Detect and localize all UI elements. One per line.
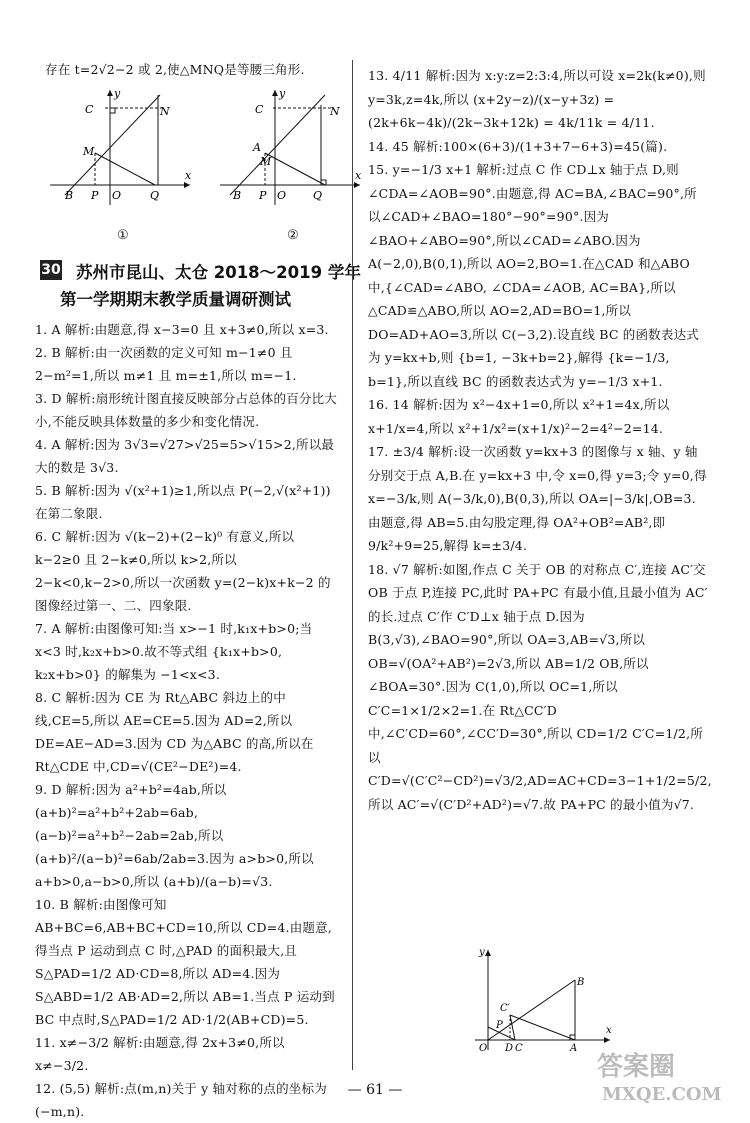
svg-text:A: A (570, 1043, 578, 1054)
section-title-line2: 第一学期期末教学质量调研测试 (60, 290, 291, 309)
answer-item: 7. A 解析:由图像可知:当 x>−1 时,k₁x+b>0;当 x<3 时,k₂x+b>0.故不等式组 {k₁x+b>0, k₂x+b>0} 的解集为 −1<x<3. (35, 621, 313, 682)
figure-1 (45, 85, 195, 210)
svg-text:y: y (114, 87, 121, 100)
svg-text:C: C (255, 103, 264, 116)
answer-item: 5. B 解析:因为 √(x²+1)≥1,所以点 P(−2,√(x²+1))在第二象限. (35, 483, 331, 521)
answer-item: 13. 4/11 解析:因为 x:y:z=2:3:4,所以可设 x=2k(k≠0),则 y=3k,z=4k,所以 (x+2y−z)/(x−y+3z) = (2k+6k−4k)/(2k−3k+12k) = 4k/11k = 4/11. (368, 68, 706, 130)
figure-1-caption: ① (117, 228, 129, 243)
answer-item: 4. A 解析:因为 3√3=√27>√25=5>√15>2,所以最大的数是 3√3. (35, 437, 335, 475)
left-items (35, 318, 340, 1123)
svg-text:N: N (330, 105, 340, 118)
answer-item: 18. √7 解析:如图,作点 C 关于 OB 的对称点 C′,连接 AC′交 OB 于点 P,连接 PC,此时 PA+PC 有最小值,且最小值为 AC′的长.过点 C′作 C′D⊥x 轴于点 D.因为 B(3,√3),∠BAO=90°,所以 OA=3,AB=√3,所以 OB=√(OA²+AB²)=2√3,所以 AB=1/2 OB,所以∠BOA=30°.因为 C(1,0),所以 OC=1,所以 C′C=1×1/2×2=1.在 Rt△CC′D 中,∠C′CD=60°,∠CC′D=30°,所以 CD=1/2 C′C=1/2,所以 C′D=√(C′C²−CD²)=√3/2,AD=AC+CD=3−1+1/2=5/2,所以 AC′=√(C′D²+AD²)=√7.故 PA+PC 的最小值为√7. (368, 561, 712, 812)
answer-item: 6. C 解析:因为 √(k−2)+(2−k)⁰ 有意义,所以 k−2≥0 且 2−k≠0,所以 k>2,所以 2−k<0,k−2>0,所以一次函数 y=(2−k)x+k−2 的图像经过第一、二、四象限. (35, 529, 331, 613)
answer-item: 16. 14 解析:因为 x²−4x+1=0,所以 x²+1=4x,所以 x+1/x=4,所以 x²+1/x²=(x+1/x)²−2=4²−2=14. (368, 397, 670, 436)
section-title-line1: 苏州市昆山、太仓 2018～2019 学年 (76, 263, 361, 282)
svg-text:P: P (259, 189, 267, 202)
svg-text:MXQE.COM: MXQE.COM (602, 1084, 722, 1105)
answer-item: 12. (5,5) 解析:点(m,n)关于 y 轴对称的点的坐标为(−m,n). (35, 1081, 327, 1119)
svg-text:O: O (479, 1043, 488, 1054)
svg-text:N: N (160, 105, 170, 118)
figure-2 (215, 85, 365, 210)
column-divider (352, 60, 353, 1070)
svg-text:O: O (112, 189, 122, 202)
svg-text:y: y (279, 87, 286, 100)
svg-text:x: x (355, 169, 362, 182)
answer-item: 10. B 解析:由图像可知 AB+BC=6,AB+BC+CD=10,所以 CD=4.由题意,得当点 P 运动到点 C 时,△PAD 的面积最大,且 S△PAD=1/2 AD·CD=8,所以 AD=4.因为 S△ABD=1/2 AB·AD=2,所以 AB=1.当点 P 运动到 BC 中点时,S△PAD=1/2 AD·1/2(AB+CD)=5. (35, 897, 335, 1027)
svg-text:Q: Q (313, 189, 323, 202)
page-number: — 61 — (347, 1082, 403, 1098)
figure-2-caption: ② (287, 228, 299, 243)
right-items (368, 64, 712, 816)
svg-text:C′: C′ (500, 1003, 510, 1014)
answer-item: 2. B 解析:由一次函数的定义可知 m−1≠0 且 2−m²=1,所以 m≠1 且 m=±1,所以 m=−1. (35, 345, 297, 383)
svg-text:B: B (577, 977, 585, 988)
svg-text:M: M (260, 155, 272, 168)
answer-item: 1. A 解析:由题意,得 x−3=0 且 x+3≠0,所以 x=3. (35, 322, 329, 337)
figure-problem-18 (470, 945, 620, 1055)
answer-item: 17. ±3/4 解析:设一次函数 y=kx+3 的图像与 x 轴、y 轴分别交于点 A,B.在 y=kx+3 中,令 x=0,得 y=3;令 y=0,得 x=−3/k,则 A(−3/k,0),B(0,3),所以 OA=|−3/k|,OB=3.由题意,得 AB=5.由勾股定理,得 OA²+OB²=AB²,即 9/k²+9=25,解得 k=±3/4. (368, 444, 707, 553)
answer-item: 14. 45 解析:100×(6+3)/(1+3+7−6+3)=45(篇). (368, 138, 668, 154)
answer-item: 3. D 解析:扇形统计图直接反映部分占总体的百分比大小,不能反映具体数量的多少和变化情况. (35, 391, 338, 429)
svg-text:B: B (233, 189, 242, 202)
intro-text: 存在 t=2√2−2 或 2,使△MNQ是等腰三角形. (45, 62, 305, 77)
answer-item: 15. y=−1/3 x+1 解析:过点 C 作 CD⊥x 轴于点 D,则∠CDA=∠AOB=90°.由题意,得 AC=BA,∠BAC=90°,所以∠CAD+∠BAO=180°−90°=90°.因为∠BAO+∠ABO=90°,所以∠CAD=∠ABO.因为 A(−2,0),B(0,1),所以 AO=2,BO=1.在△CAD 和△ABO 中,{∠CAD=∠ABO, ∠CDA=∠AOB, AC=BA},所以△CAD≌△ABO,所以 AO=2,AD=BO=1,所以 DO=AD+AO=3,所以 C(−3,2).设直线 BC 的函数表达式为 y=kx+b,则 {b=1, −3k+b=2},解得 {k=−1/3, b=1},所以直线 BC 的函数表达式为 y=−1/3 x+1. (368, 162, 699, 389)
svg-text:A: A (253, 141, 261, 154)
watermark-logo (592, 1045, 732, 1105)
svg-text:B: B (65, 189, 74, 202)
answer-item: 11. x≠−3/2 解析:由题意,得 2x+3≠0,所以 x≠−3/2. (35, 1035, 285, 1073)
svg-text:O: O (277, 189, 287, 202)
svg-text:C: C (85, 103, 94, 116)
svg-text:Q: Q (150, 189, 160, 202)
answer-item: 9. D 解析:因为 a²+b²=4ab,所以(a+b)²=a²+b²+2ab=6ab,(a−b)²=a²+b²−2ab=2ab,所以 (a+b)²/(a−b)²=6ab/2ab=3.因为 a>b>0,所以 a+b>0,a−b>0,所以 (a+b)/(a−b)=√3. (35, 782, 314, 889)
svg-text:P: P (496, 1020, 503, 1031)
svg-text:D: D (505, 1043, 514, 1054)
svg-text:C: C (515, 1043, 523, 1054)
svg-text:答案圈: 答案圈 (597, 1052, 676, 1082)
svg-text:x: x (606, 1025, 612, 1036)
svg-text:y: y (479, 947, 485, 958)
svg-text:M: M (83, 145, 95, 158)
svg-text:x: x (185, 169, 192, 182)
section-number-badge: 30 (41, 262, 61, 278)
answer-item: 8. C 解析:因为 CE 为 Rt△ABC 斜边上的中线,CE=5,所以 AE=CE=5.因为 AD=2,所以 DE=AE−AD=3.因为 CD 为△ABC 的高,所以在 Rt△CDE 中,CD=√(CE²−DE²)=4. (35, 690, 314, 774)
svg-text:P: P (91, 189, 99, 202)
